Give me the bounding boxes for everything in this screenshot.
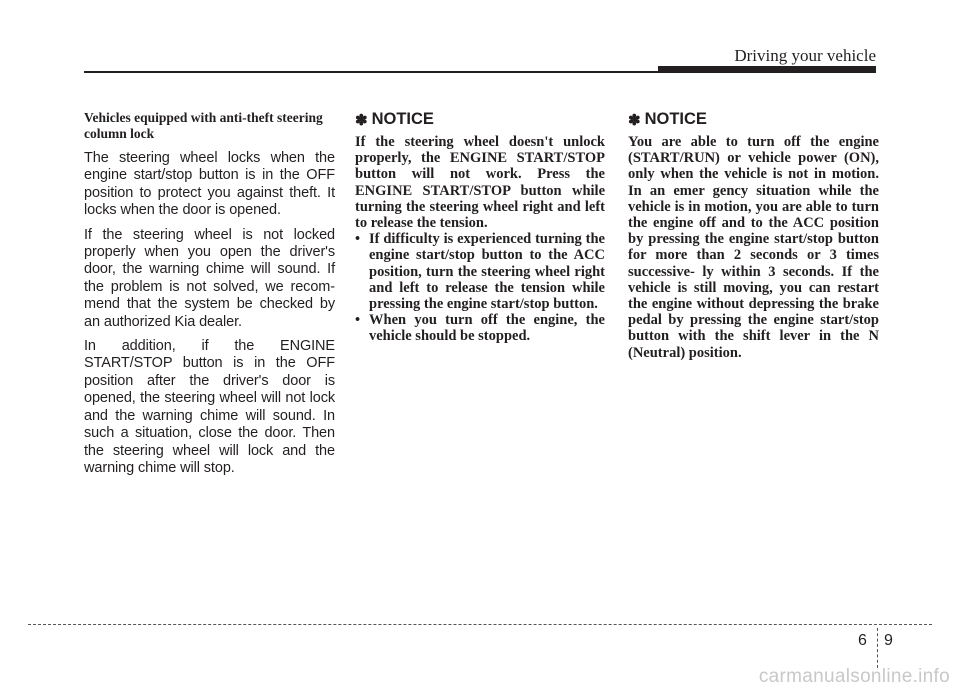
notice-bullet-list [355, 231, 605, 344]
body-paragraph: The steering wheel locks when the engine start/stop button is in the OFF position to protect you against theft. It locks when the door is opened. [84, 150, 335, 219]
notice-text: If the steering wheel doesn't unlock properly, the ENGINE START/STOP button will not work. Press the ENGINE START/STOP button while turning the steering wheel right and left to release the tension. [355, 134, 605, 232]
header-accent-bar [658, 66, 876, 73]
page-number: 9 [884, 632, 893, 649]
notice-box-2 [628, 110, 879, 361]
footer-divider [877, 628, 878, 668]
bullet-icon: • [355, 312, 361, 329]
asterisk-icon: ✽ [628, 111, 641, 129]
header-rule [84, 71, 684, 73]
column-1 [84, 110, 335, 484]
notice-heading [628, 110, 879, 129]
list-item: • When you turn off the engine, the vehicle should be stopped. [355, 312, 605, 345]
list-item: • If difficulty is experienced turning the engine start/stop button to the ACC position, turn the steering wheel right and left to release the tension while pressing the engine start/stop button. [355, 231, 605, 313]
notice-box-1 [355, 110, 605, 345]
notice-title: NOTICE [644, 110, 707, 128]
notice-text: You are able to turn off the engine (START/RUN) or vehicle power (ON), only when the vehicle is not in motion. In an emer gency situation while the vehicle is in motion, you are able to turn the engine off and to the ACC position by pressing the engine start/stop button for more than 2 seconds or 3 times successive- ly within 3 seconds. If the vehicle is still moving, you can restart the engine without depressing the brake pedal by pressing the engine start/stop button with the shift lever in the N (Neutral) position. [628, 134, 879, 361]
footer-rule [28, 624, 932, 625]
section-title: Driving your vehicle [734, 46, 876, 65]
notice-heading [355, 110, 605, 129]
body-paragraph: In addition, if the ENGINE START/STOP button is in the OFF position after the driver's door is opened, the steering wheel will not lock and the warning chime will sound. In such a situation, close the door. Then the steering wheel will lock and the warning chime will stop. [84, 338, 335, 476]
body-paragraph: If the steering wheel is not locked properly when you open the driver's door, the warning chime will sound. If the problem is not solved, we recom- mend that the system be checked by an authorized Kia dealer. [84, 226, 335, 330]
notice-title: NOTICE [371, 110, 434, 128]
subheading: Vehicles equipped with anti-theft steering column lock [84, 110, 323, 141]
watermark: carmanualsonline.info [758, 666, 950, 687]
chapter-number: 6 [858, 632, 867, 649]
asterisk-icon: ✽ [355, 111, 368, 129]
bullet-icon: • [355, 231, 361, 248]
